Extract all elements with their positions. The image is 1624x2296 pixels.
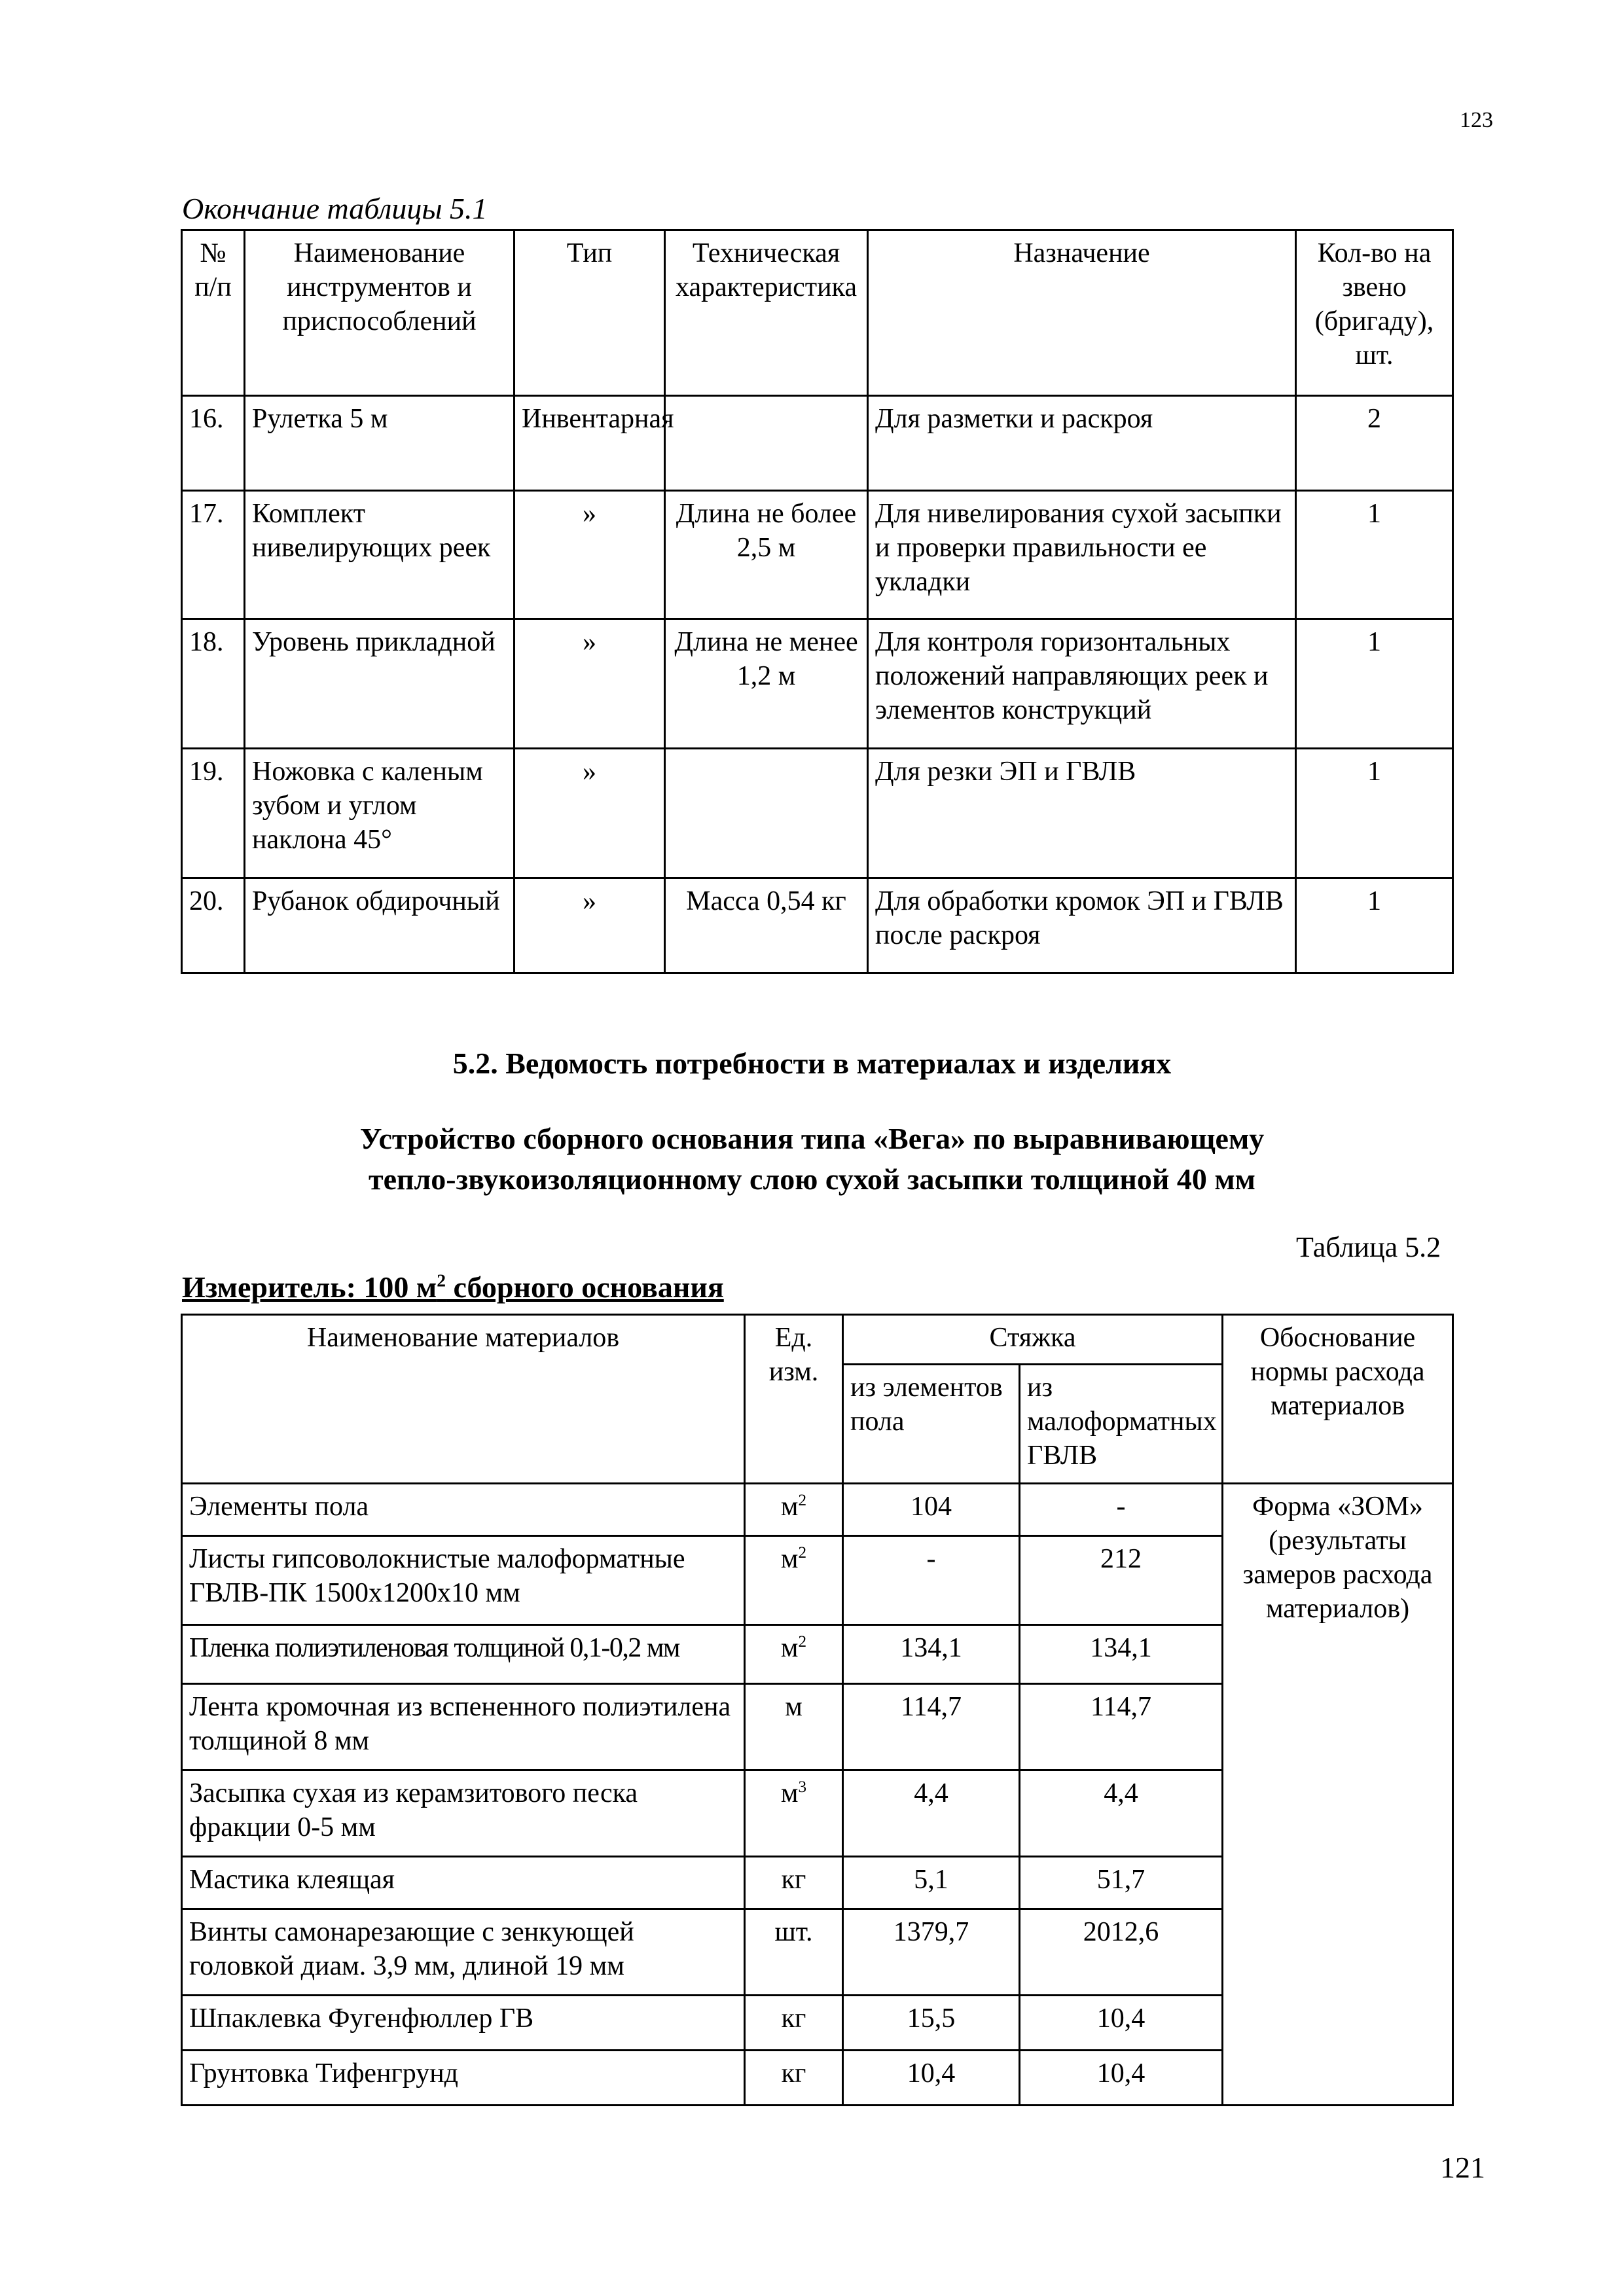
row-name: Рубанок обдирочный: [245, 878, 514, 973]
row-unit: $м^2$: [745, 1536, 843, 1625]
row-purpose: Для нивелирования сухой засыпки и проверки правильности ее укладки: [868, 491, 1296, 619]
row-name: Лента кромочная из вспененного полиэтилена толщиной 8 мм: [182, 1684, 745, 1770]
measure-prefix: Измеритель: 100 м: [182, 1270, 437, 1304]
row-name: Комплект нивелирующих реек: [245, 491, 514, 619]
row-type: »: [514, 619, 665, 749]
row-name: Листы гипсоволокнистые малоформатные ГВЛВ-ПК 1500х1200х10 мм: [182, 1536, 745, 1625]
row-qty: 1: [1296, 619, 1453, 749]
row-v1: 15,5: [843, 1996, 1020, 2051]
row-v1: 10,4: [843, 2051, 1020, 2106]
row-v1: 104: [843, 1484, 1020, 1536]
section-subtitle-1: Устройство сборного основания типа «Вега» по выравнивающему: [359, 1122, 1265, 1155]
row-v1: 1379,7: [843, 1909, 1020, 1996]
table-row: [182, 878, 1453, 973]
row-purpose: Для контроля горизонтальных положений направляющих реек и элементов конструкций: [868, 619, 1296, 749]
row-v1: 4,4: [843, 1770, 1020, 1857]
col-header-screed: Стяжка: [843, 1315, 1223, 1365]
row-spec: Длина не менее 1,2 м: [665, 619, 868, 749]
col-header-name: Наименование инструментов и приспособлений: [245, 230, 514, 396]
row-purpose: Для обработки кромок ЭП и ГВЛВ после раскроя: [868, 878, 1296, 973]
row-unit: кг: [745, 2051, 843, 2106]
table-header-row: [182, 230, 1453, 396]
table-header-row: [182, 1315, 1453, 1365]
col-header-unit: Ед. изм.: [745, 1315, 843, 1484]
row-qty: 1: [1296, 491, 1453, 619]
row-num: 19.: [182, 749, 245, 878]
row-v2: 51,7: [1020, 1857, 1223, 1909]
page-number: 121: [1440, 2151, 1485, 2184]
row-num: 18.: [182, 619, 245, 749]
table-row: [182, 396, 1453, 491]
row-name: Засыпка сухая из керамзитового песка фракции 0-5 мм: [182, 1770, 745, 1857]
col-header-sub1: из элементов пола: [843, 1365, 1020, 1484]
row-spec: Масса 0,54 кг: [665, 878, 868, 973]
row-name: Ножовка с каленым зубом и углом наклона 45°: [245, 749, 514, 878]
table-caption: Окончание таблицы 5.1: [182, 192, 488, 225]
basis-cell: Форма «ЗОМ» (результаты замеров расхода материалов): [1223, 1484, 1453, 2106]
table-row: [182, 619, 1453, 749]
row-v2: -: [1020, 1484, 1223, 1536]
row-name: Шпаклевка Фугенфюллер ГВ: [182, 1996, 745, 2051]
col-header-spec: Техническая характеристика: [665, 230, 868, 396]
row-qty: 1: [1296, 749, 1453, 878]
row-name: Элементы пола: [182, 1484, 745, 1536]
section-title: 5.2. Ведомость потребности в материалах и изделиях: [452, 1047, 1172, 1080]
row-purpose: Для разметки и раскроя: [868, 396, 1296, 491]
row-name: Грунтовка Тифенгрунд: [182, 2051, 745, 2106]
row-type: Инвентарная: [514, 396, 665, 491]
row-unit: $м^3$: [745, 1770, 843, 1857]
table-row: [182, 1484, 1453, 1536]
row-unit: $м^2$: [745, 1484, 843, 1536]
row-num: 20.: [182, 878, 245, 973]
row-spec: Длина не более 2,5 м: [665, 491, 868, 619]
tools-table: [181, 229, 1454, 974]
row-name: Пленка полиэтиленовая толщиной 0,1-0,2 мм: [182, 1625, 745, 1684]
row-unit: шт.: [745, 1909, 843, 1996]
col-header-qty: Кол-во на звено (бригаду), шт.: [1296, 230, 1453, 396]
row-v2: 4,4: [1020, 1770, 1223, 1857]
col-header-purpose: Назначение: [868, 230, 1296, 396]
row-v2: 10,4: [1020, 2051, 1223, 2106]
section-subtitle-2: тепло-звукоизоляционному слою сухой засыпки толщиной 40 мм: [368, 1162, 1256, 1196]
row-v2: 10,4: [1020, 1996, 1223, 2051]
row-name: Мастика клеящая: [182, 1857, 745, 1909]
materials-table: [181, 1314, 1454, 2106]
row-name: Винты самонарезающие с зенкующей головкой диам. 3,9 мм, длиной 19 мм: [182, 1909, 745, 1996]
row-qty: 1: [1296, 878, 1453, 973]
row-qty: 2: [1296, 396, 1453, 491]
row-v2: 134,1: [1020, 1625, 1223, 1684]
row-name: Рулетка 5 м: [245, 396, 514, 491]
row-v2: 114,7: [1020, 1684, 1223, 1770]
row-name: Уровень прикладной: [245, 619, 514, 749]
row-num: 16.: [182, 396, 245, 491]
col-header-basis: Обоснование нормы расхода материалов: [1223, 1315, 1453, 1484]
row-unit: кг: [745, 1857, 843, 1909]
row-type: »: [514, 749, 665, 878]
row-num: 17.: [182, 491, 245, 619]
col-header-sub2: из малоформатных ГВЛВ: [1020, 1365, 1223, 1484]
row-v1: 134,1: [843, 1625, 1020, 1684]
row-type: »: [514, 491, 665, 619]
row-v1: -: [843, 1536, 1020, 1625]
row-v1: 5,1: [843, 1857, 1020, 1909]
row-purpose: Для резки ЭП и ГВЛВ: [868, 749, 1296, 878]
row-unit: кг: [745, 1996, 843, 2051]
measure-line: [182, 1270, 724, 1304]
measure-suffix: сборного основания: [446, 1270, 724, 1304]
row-unit: м: [745, 1684, 843, 1770]
row-spec: [665, 749, 868, 878]
row-spec: [665, 396, 868, 491]
row-v1: 114,7: [843, 1684, 1020, 1770]
table-label: Таблица 5.2: [1296, 1231, 1441, 1263]
row-v2: 2012,6: [1020, 1909, 1223, 1996]
row-unit: $м^2$: [745, 1625, 843, 1684]
col-header-num: № п/п: [182, 230, 245, 396]
row-type: »: [514, 878, 665, 973]
col-header-type: Тип: [514, 230, 665, 396]
table-row: [182, 749, 1453, 878]
table-row: [182, 491, 1453, 619]
col-header-name: Наименование материалов: [182, 1315, 745, 1484]
measure-sup: 2: [437, 1270, 446, 1291]
row-v2: 212: [1020, 1536, 1223, 1625]
top-page-number: 123: [1460, 108, 1493, 132]
